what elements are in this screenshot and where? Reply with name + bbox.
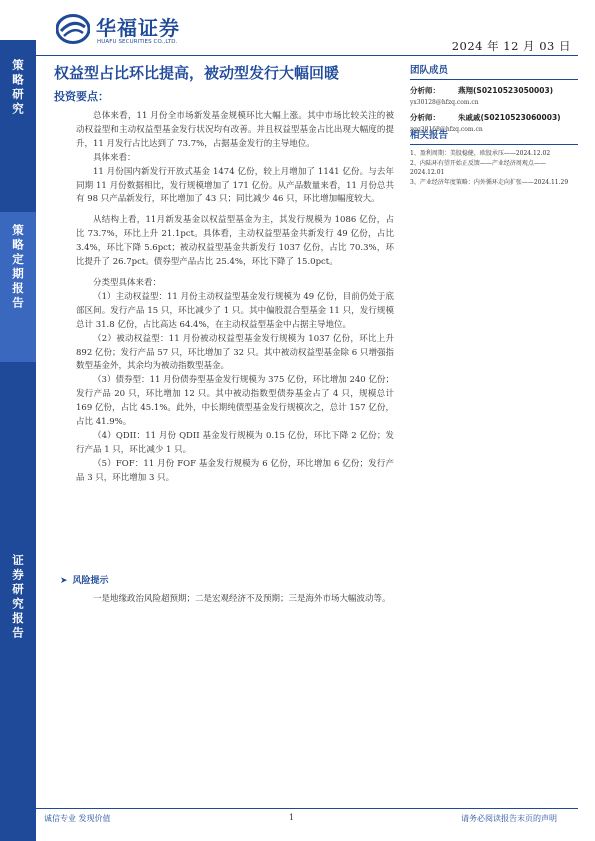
risk-heading-text: 风险提示 bbox=[72, 576, 109, 586]
page-number: 1 bbox=[289, 813, 295, 822]
risk-heading bbox=[60, 573, 109, 586]
logo-text-en: HUAFU SECURITIES CO.,LTD. bbox=[97, 39, 178, 45]
analyst-role: 分析师： bbox=[410, 86, 440, 95]
sidebar-block-lower bbox=[0, 362, 36, 542]
analyst-email[interactable]: yx30128@hfzq.com.cn bbox=[410, 99, 479, 106]
related-reports-section bbox=[410, 127, 578, 187]
footer-divider bbox=[36, 808, 578, 809]
logo-mark-icon bbox=[56, 14, 90, 44]
related-report-link[interactable]: 1、盈利周期：美股稳健，欧股承压——2024.12.02 bbox=[410, 150, 551, 157]
team-heading: 团队成员 bbox=[410, 65, 449, 76]
investment-points-heading: 投资要点： bbox=[54, 90, 109, 103]
footer-slogan: 诚信专业 发现价值 bbox=[44, 814, 111, 823]
sidebar-label-securities-research: 证券研究报告 bbox=[11, 553, 25, 641]
paragraph: 总体来看，11 月份全市场新发基金规模环比大幅上涨。其中市场比较关注的被动权益型和主动权益型基金发行状况均有改善。并且权益型基金占比出现大幅度的提升，11 月发行占比达到了 73.7%，占据基金发行的主导地位。 bbox=[76, 111, 394, 149]
analyst-entry bbox=[410, 85, 578, 106]
paragraph: 分类型具体来看： bbox=[93, 277, 162, 288]
related-reports-heading: 相关报告 bbox=[410, 130, 449, 141]
paragraph: 11 月份国内新发行开放式基金 1474 亿份，较上月增加了 1141 亿份。与去年同期 11 月份数据相比，发行规模增加了 171 亿份。从产品数量来看，11 月份总共有 98 只产品新发行，环比增加了 43 只；同比减少 46 只，环比增加幅度较大。 bbox=[76, 166, 394, 205]
related-report-link[interactable]: 3、产业经济年度策略：内外循环走向扩张——2024.11.29 bbox=[410, 178, 569, 186]
header-divider bbox=[36, 55, 578, 56]
analyst-name: 朱戚戚(S0210523060003) bbox=[458, 113, 561, 122]
analyst-email[interactable]: zqq30168@hfzq.com.cn bbox=[410, 126, 483, 133]
paragraph: （2）被动权益型：11 月份被动权益型基金发行规模为 1037 亿份，环比上升 892 亿份；发行产品 57 只，环比增加了 32 只。其中被动权益型基金除 6 只增强指数型基金外，其余均为被动指数型基金。 bbox=[76, 333, 394, 372]
report-date: 2024 年 12 月 03 日 bbox=[451, 39, 571, 53]
report-title: 权益型占比环比提高，被动型发行大幅回暖 bbox=[54, 64, 340, 82]
main-body bbox=[76, 110, 394, 486]
logo-text-cn: 华福证券 bbox=[96, 16, 180, 40]
paragraph: 从结构上看，11月新发基金以权益型基金为主，其发行规模为 1086 亿份，占比 73.7%，环比上升 21.1pct。具体看，主动权益型基金共新发行 49 亿份，占比 3.4%，环比下降 5.6pct；被动权益型基金共新发行 1037 亿份，占比 70.3%，环比提升了 26.7pct。债券型产品占比 25.4%，环比下降了 15.0pct。 bbox=[76, 215, 394, 268]
paragraph: 具体来看： bbox=[93, 152, 136, 163]
paragraph: （1）主动权益型：11 月份主动权益型基金发行规模为 49 亿份，目前仍处于底部区间。发行产品 15 只，环比减少了 1 只。其中偏股混合型基金 11 只，发行规模总计 31.8 亿份，占比高达 64.4%，在主动权益型基金中占据主导地位。 bbox=[76, 291, 394, 330]
footer-disclaimer: 请务必阅读报告末页的声明 bbox=[461, 814, 557, 823]
paragraph: 一是地缘政治风险超预期；二是宏观经济不及预期；三是海外市场大幅波动等。 bbox=[93, 594, 391, 604]
sidebar-label-periodic-report: 策略定期报告 bbox=[11, 223, 25, 311]
spacer bbox=[76, 270, 394, 277]
related-divider bbox=[410, 144, 578, 145]
team-divider bbox=[410, 79, 578, 80]
team-section bbox=[410, 62, 578, 133]
risk-text bbox=[76, 593, 394, 607]
analyst-name: 燕翔(S0210523050003) bbox=[458, 86, 554, 95]
analyst-role: 分析师： bbox=[410, 113, 440, 122]
sidebar-label-strategy-research: 策略研究 bbox=[11, 59, 25, 117]
spacer bbox=[76, 207, 394, 214]
related-report-link[interactable]: 2、内陆环有望开始正反馈——产业经济周观点——2024.12.01 bbox=[410, 159, 546, 176]
paragraph: （4）QDII：11 月份 QDII 基金发行规模为 0.15 亿份，环比下降 2 亿份；发行产品 1 只，环比减少 1 只。 bbox=[76, 430, 394, 455]
arrow-right-icon: ➤ bbox=[60, 576, 68, 586]
paragraph: （5）FOF：11 月份 FOF 基金发行规模为 6 亿份，环比增加 6 亿份；发行产品 3 只，环比增加 3 只。 bbox=[76, 458, 394, 483]
paragraph: （3）债券型：11 月份债券型基金发行规模为 375 亿份，环比增加 240 亿份；发行产品 20 只，环比增加 12 只。其中被动指数型债券基金占了 4 只，规模总计 169 亿份，占比 45.1%。此外，中长期纯债型基金发行规模次之，总计 157 亿份，占比 41.9%。 bbox=[76, 375, 394, 428]
company-logo bbox=[56, 12, 216, 50]
